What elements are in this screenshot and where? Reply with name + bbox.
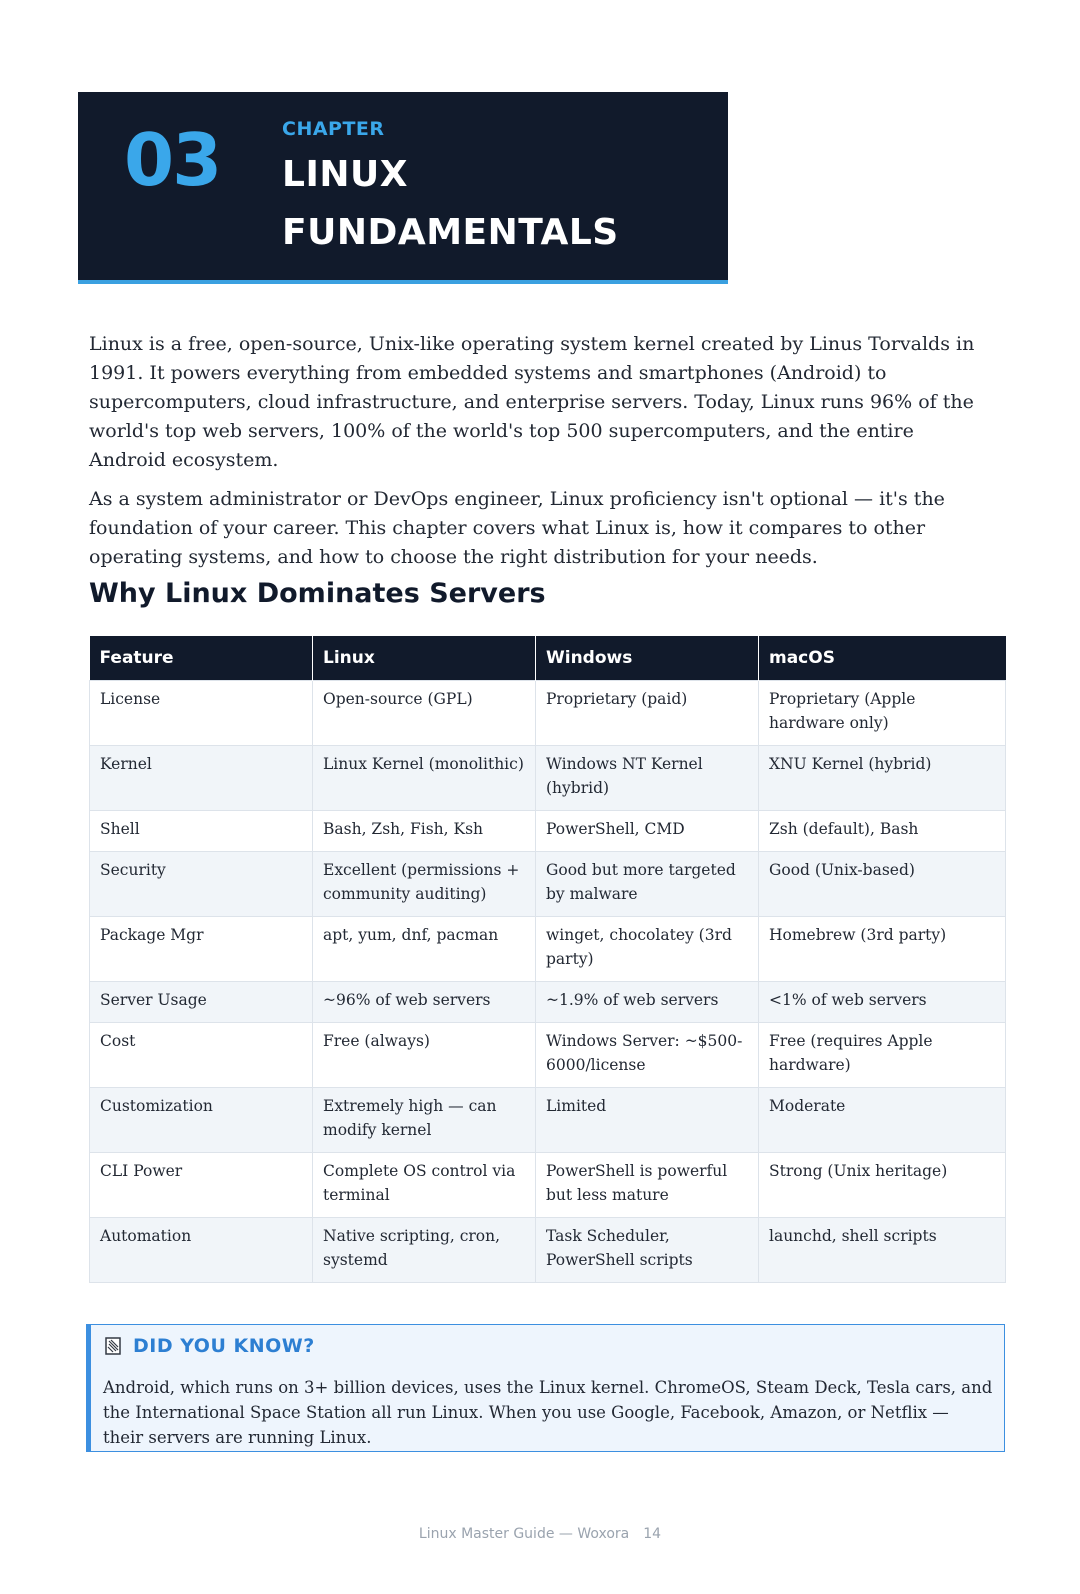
table-cell: Good (Unix-based) <box>759 852 1006 917</box>
did-you-know-callout <box>86 1324 1005 1452</box>
table-row <box>90 1088 1006 1153</box>
table-cell: ~1.9% of web servers <box>536 982 759 1023</box>
table-row <box>90 811 1006 852</box>
table-cell: Limited <box>536 1088 759 1153</box>
table-cell: winget, chocolatey (3rd party) <box>536 917 759 982</box>
table-row <box>90 1218 1006 1283</box>
table-header-row <box>90 636 1006 681</box>
table-cell: Kernel <box>90 746 313 811</box>
column-header-feature: Feature <box>90 636 313 681</box>
os-comparison-table <box>89 636 1006 1283</box>
table-row <box>90 982 1006 1023</box>
table-cell: Free (always) <box>313 1023 536 1088</box>
table-cell: launchd, shell scripts <box>759 1218 1006 1283</box>
table-cell: Shell <box>90 811 313 852</box>
table-cell: Cost <box>90 1023 313 1088</box>
column-header-linux: Linux <box>313 636 536 681</box>
table-row <box>90 1153 1006 1218</box>
table-cell: <1% of web servers <box>759 982 1006 1023</box>
table-cell: ~96% of web servers <box>313 982 536 1023</box>
table-cell: License <box>90 681 313 746</box>
table-cell: XNU Kernel (hybrid) <box>759 746 1006 811</box>
table-cell: Native scripting, cron, systemd <box>313 1218 536 1283</box>
callout-text: Android, which runs on 3+ billion devices, uses the Linux kernel. ChromeOS, Steam Deck, Tesla cars, and the International Space Station all run Linux. When you use Google, Facebook, Amazon, or Netflix — their servers are running Linux. <box>103 1378 993 1447</box>
table-cell: Bash, Zsh, Fish, Ksh <box>313 811 536 852</box>
table-cell: Zsh (default), Bash <box>759 811 1006 852</box>
page-number: 14 <box>643 1526 662 1542</box>
table-cell: Moderate <box>759 1088 1006 1153</box>
table-cell: Customization <box>90 1088 313 1153</box>
callout-title: DID YOU KNOW? <box>133 1335 315 1357</box>
table-cell: Complete OS control via terminal <box>313 1153 536 1218</box>
footer-label: Linux Master Guide — Woxora <box>418 1526 630 1542</box>
chapter-banner <box>78 92 728 284</box>
intro-paragraph: As a system administrator or DevOps engineer, Linux proficiency isn't optional — it's the foundation of your career. This chapter covers what Linux is, how it compares to other operating systems, and how to choose the right distribution for your needs. <box>89 488 945 568</box>
table-row <box>90 681 1006 746</box>
table-cell: CLI Power <box>90 1153 313 1218</box>
table-cell: Task Scheduler, PowerShell scripts <box>536 1218 759 1283</box>
table-cell: PowerShell, CMD <box>536 811 759 852</box>
table-cell: Homebrew (3rd party) <box>759 917 1006 982</box>
section-heading: Why Linux Dominates Servers <box>89 578 546 609</box>
table-cell: Free (requires Apple hardware) <box>759 1023 1006 1088</box>
chapter-kicker: CHAPTER <box>282 118 385 140</box>
column-header-macos: macOS <box>759 636 1006 681</box>
table-cell: PowerShell is powerful but less mature <box>536 1153 759 1218</box>
table-cell: Linux Kernel (monolithic) <box>313 746 536 811</box>
chapter-number: 03 <box>124 118 221 202</box>
table-cell: Package Mgr <box>90 917 313 982</box>
chapter-title: LINUX FUNDAMENTALS <box>282 154 619 253</box>
table-row <box>90 852 1006 917</box>
table-cell: apt, yum, dnf, pacman <box>313 917 536 982</box>
table-cell: Security <box>90 852 313 917</box>
table-cell: Good but more targeted by malware <box>536 852 759 917</box>
table-cell: Strong (Unix heritage) <box>759 1153 1006 1218</box>
intro-paragraph: Linux is a free, open-source, Unix-like operating system kernel created by Linus Torvalds in 1991. It powers everything from embedded systems and smartphones (Android) to supercomputers, cloud infrastructure, and enterprise servers. Today, Linux runs 96% of the world's top web servers, 100% of the world's top 500 supercomputers, and the entire Android ecosystem. <box>89 333 975 471</box>
table-row <box>90 746 1006 811</box>
page-footer <box>0 1526 1080 1542</box>
table-cell: Excellent (permissions + community auditing) <box>313 852 536 917</box>
table-cell: Windows Server: ~$500-6000/license <box>536 1023 759 1088</box>
table-row <box>90 1023 1006 1088</box>
table-cell: Extremely high — can modify kernel <box>313 1088 536 1153</box>
intro-text <box>89 330 994 582</box>
table-cell: Open-source (GPL) <box>313 681 536 746</box>
column-header-windows: Windows <box>536 636 759 681</box>
table-cell: Proprietary (Apple hardware only) <box>759 681 1006 746</box>
callout-header <box>105 1335 315 1357</box>
table-cell: Windows NT Kernel (hybrid) <box>536 746 759 811</box>
table-cell: Proprietary (paid) <box>536 681 759 746</box>
table-cell: Automation <box>90 1218 313 1283</box>
table-cell: Server Usage <box>90 982 313 1023</box>
table-row <box>90 917 1006 982</box>
notebook-icon <box>105 1337 121 1355</box>
